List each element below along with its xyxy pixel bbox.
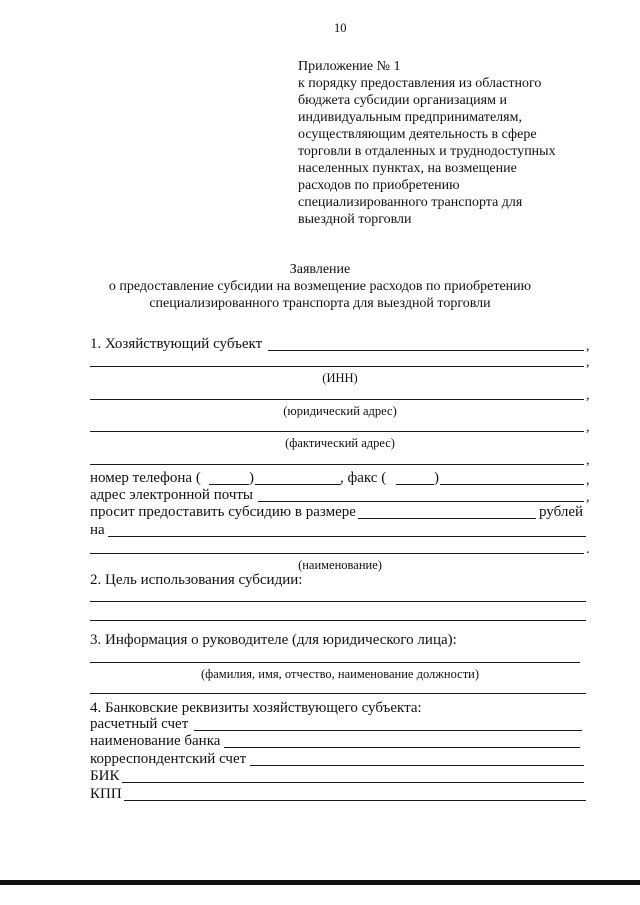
bank-name-label: наименование банка — [90, 733, 221, 749]
entity-comma: , — [586, 339, 590, 354]
entity-label: 1. Хозяйствующий субъект — [90, 336, 263, 352]
appendix-line: населенных пунктах, на возмещение — [298, 161, 517, 176]
appendix-line: индивидуальным предпринимателям, — [298, 110, 522, 125]
on-label: на — [90, 522, 105, 538]
actual-address-field[interactable] — [90, 431, 584, 432]
name-period: . — [586, 542, 590, 557]
head-extra-field[interactable] — [90, 693, 586, 694]
appendix-line: к порядку предоставления из областного — [298, 76, 542, 91]
bik-label: БИК — [90, 768, 120, 784]
entity-field[interactable] — [268, 350, 584, 351]
kpp-field[interactable] — [124, 800, 586, 801]
email-field[interactable] — [258, 501, 584, 502]
subsidy-amount-field[interactable] — [358, 518, 536, 519]
extra-line-comma: , — [586, 453, 590, 468]
inn-field[interactable] — [90, 366, 584, 367]
appendix-line: бюджета субсидии организациям и — [298, 93, 507, 108]
subsidy-label: просит предоставить субсидию в размере — [90, 504, 356, 520]
name-field[interactable] — [90, 553, 584, 554]
appendix-line: специализированного транспорта для — [298, 195, 523, 210]
currency-label: рублей — [539, 504, 584, 520]
phone-number-field[interactable] — [255, 484, 341, 485]
email-comma: , — [586, 490, 590, 505]
legal-address-comma: , — [586, 388, 590, 403]
page-number: 10 — [334, 21, 347, 35]
fax-code-field[interactable] — [396, 484, 434, 485]
page-bottom-border — [0, 880, 640, 885]
corr-account-field[interactable] — [250, 765, 584, 766]
inn-comma: , — [586, 355, 590, 370]
head-caption: (фамилия, имя, отчество, наименование должности) — [200, 667, 480, 681]
name-caption: (наименование) — [298, 558, 382, 572]
email-label: адрес электронной почты — [90, 487, 254, 503]
on-field[interactable] — [108, 536, 586, 537]
account-field[interactable] — [194, 730, 582, 731]
extra-line-field[interactable] — [90, 464, 584, 465]
actual-address-comma: , — [586, 420, 590, 435]
legal-address-field[interactable] — [90, 399, 584, 400]
purpose-label: 2. Цель использования субсидии: — [90, 572, 303, 588]
fax-comma: , — [586, 473, 590, 488]
fax-label: , факс ( — [340, 470, 387, 486]
appendix-line: расходов по приобретению — [298, 178, 460, 193]
bank-label: 4. Банковские реквизиты хозяйствующего субъекта: — [90, 700, 422, 716]
kpp-label: КПП — [90, 786, 122, 802]
bank-name-field[interactable] — [224, 747, 580, 748]
phone-close-paren: ) — [249, 470, 254, 486]
bik-field[interactable] — [122, 782, 584, 783]
fax-number-field[interactable] — [440, 484, 584, 485]
appendix-line: осуществляющим деятельность в сфере — [298, 127, 537, 142]
purpose-field[interactable] — [90, 601, 586, 602]
fax-close-paren: ) — [434, 470, 439, 486]
head-label: 3. Информация о руководителе (для юридического лица): — [90, 632, 457, 648]
account-label: расчетный счет — [90, 716, 189, 732]
head-field[interactable] — [90, 662, 580, 663]
phone-code-field[interactable] — [209, 484, 249, 485]
purpose-field[interactable] — [90, 620, 586, 621]
appendix-title: Приложение № 1 — [298, 59, 401, 74]
appendix-line: выездной торговли — [298, 212, 412, 227]
actual-address-caption: (фактический адрес) — [285, 436, 395, 450]
inn-caption: (ИНН) — [322, 371, 358, 385]
legal-address-caption: (юридический адрес) — [283, 404, 397, 418]
phone-label: номер телефона ( — [90, 470, 201, 486]
appendix-line: торговли в отдаленных и труднодоступных — [298, 144, 556, 159]
corr-account-label: корреспондентский счет — [90, 751, 247, 767]
statement-title: Заявление — [289, 262, 351, 277]
statement-subtitle-line: о предоставление субсидии на возмещение расходов по приобретению — [108, 279, 532, 294]
statement-subtitle-line: специализированного транспорта для выездной торговли — [149, 296, 491, 311]
